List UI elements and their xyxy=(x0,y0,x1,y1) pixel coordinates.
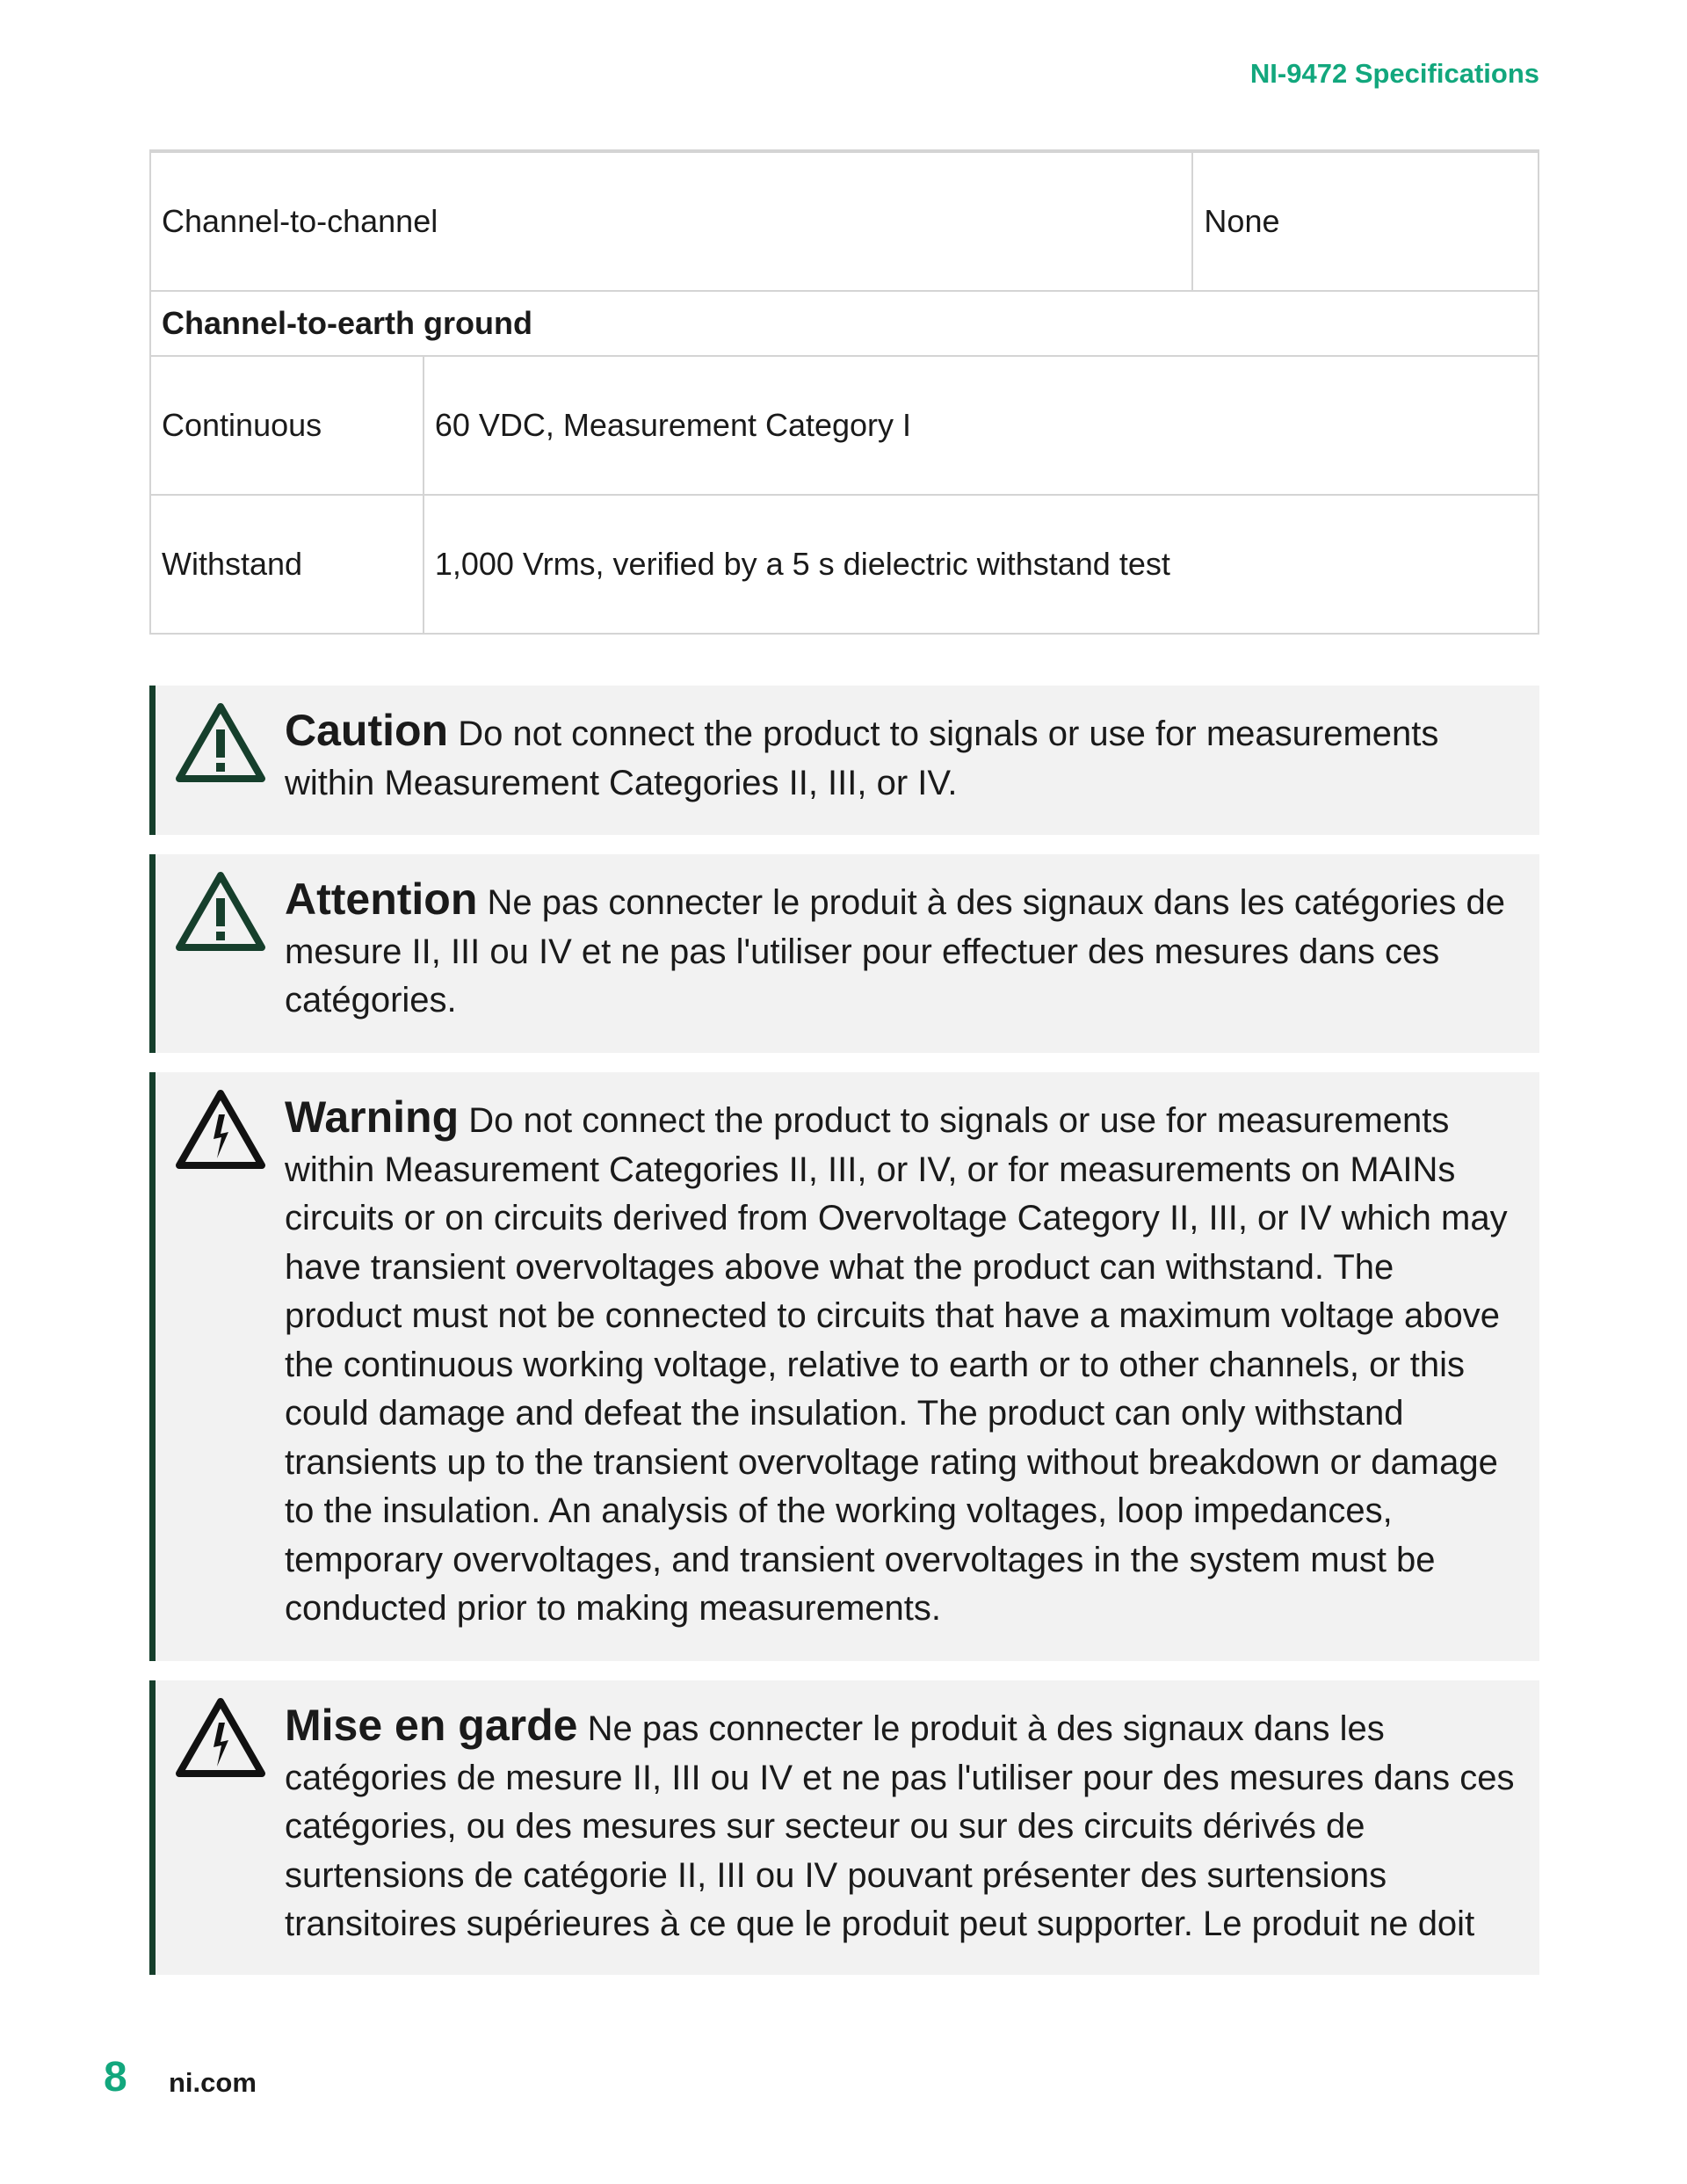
high-voltage-triangle-icon xyxy=(175,1088,266,1171)
high-voltage-triangle-icon xyxy=(175,1696,266,1779)
notice-text: Ne pas connecter le produit à des signaux dans les catégories de mesure II, III ou IV et ne pas l'utiliser pour effectuer des mesures dans ces catégories. xyxy=(285,883,1506,1019)
notice-text: Do not connect the product to signals or use for measurements within Measurement Categories II, III, or IV, or for measurements on MAINs circuits or on circuits derived from Overvoltage Category II, III, or IV which may have transient overvoltages above what the product can withstand. The product must not be connected to circuits that have a maximum voltage above the continuous working voltage, relative to earth or to other channels, or this could damage and defeat the insulation. The product can only withstand transients up to the transient overvoltage rating without breakdown or damage to the insulation. An analysis of the working voltages, loop impedances, temporary overvoltages, and transient overvoltages in the system must be conducted prior to making measurements. xyxy=(285,1101,1508,1628)
warning-notice xyxy=(149,1072,1539,1661)
table-row xyxy=(150,356,1539,495)
continuous-value: 60 VDC, Measurement Category I xyxy=(424,356,1539,495)
channel-to-channel-value: None xyxy=(1192,151,1539,291)
earth-ground-heading: Channel-to-earth ground xyxy=(150,291,1539,356)
notice-label: Mise en garde xyxy=(285,1701,578,1750)
notice-body xyxy=(285,875,1518,1026)
exclamation-triangle-icon xyxy=(175,701,266,784)
table-row xyxy=(150,151,1539,291)
mise-en-garde-notice xyxy=(149,1680,1539,1975)
notice-text: Do not connect the product to signals or use for measurements within Measurement Categories II, III, or IV. xyxy=(285,715,1439,802)
notice-text: Ne pas connecter le produit à des signaux dans les catégories de mesure II, III ou IV et ne pas l'utiliser pour des mesures dans ces catégories, ou des mesures sur secteur ou sur des circuits dérivés de surtensions de catégorie II, III ou IV pouvant présenter des surtensions transitoires supérieures à ce que le produit peut supporter. Le produit ne doit xyxy=(285,1709,1515,1943)
notice-body xyxy=(285,1093,1518,1634)
table-row xyxy=(150,291,1539,356)
exclamation-triangle-icon xyxy=(175,870,266,953)
withstand-label: Withstand xyxy=(150,495,424,634)
isolation-spec-table xyxy=(149,149,1539,635)
caution-notice xyxy=(149,686,1539,835)
attention-notice xyxy=(149,854,1539,1053)
running-header-title: NI-9472 Specifications xyxy=(1249,58,1539,89)
notice-body xyxy=(285,1701,1518,1949)
table-row xyxy=(150,495,1539,634)
page-number: 8 xyxy=(104,2054,127,2101)
withstand-value: 1,000 Vrms, verified by a 5 s dielectric withstand test xyxy=(424,495,1539,634)
notice-label: Attention xyxy=(285,874,478,924)
continuous-label: Continuous xyxy=(150,356,424,495)
notice-body xyxy=(285,707,1518,808)
notice-label: Caution xyxy=(285,706,449,755)
footer-site-link[interactable]: ni.com xyxy=(169,2067,257,2098)
channel-to-channel-label: Channel-to-channel xyxy=(150,151,1192,291)
notice-label: Warning xyxy=(285,1092,460,1142)
